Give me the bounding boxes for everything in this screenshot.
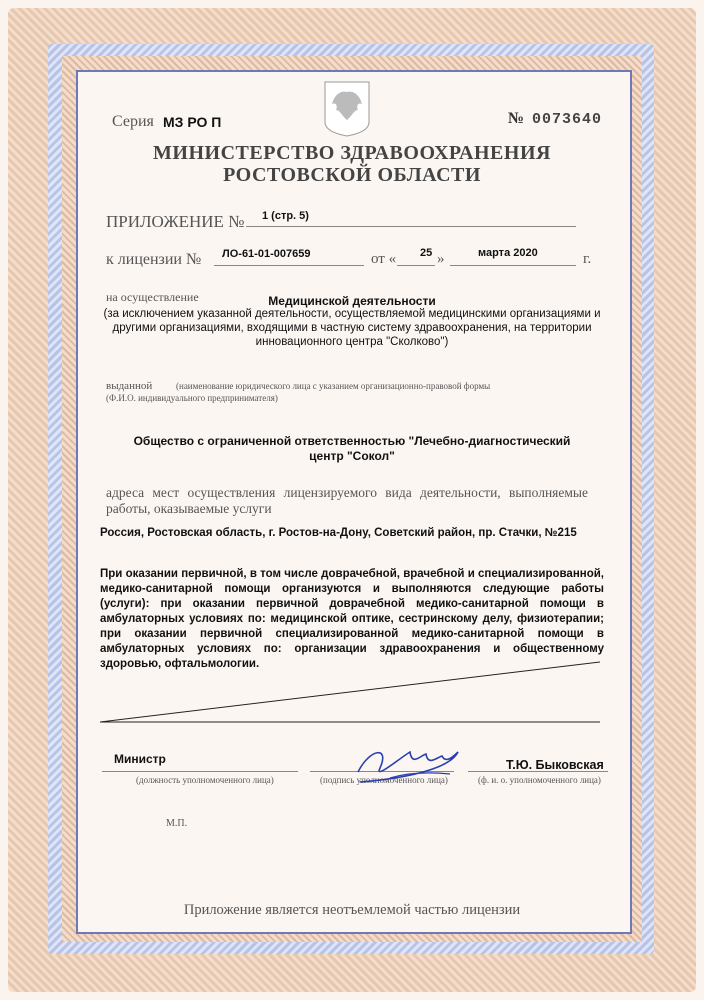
cancel-line — [100, 660, 600, 724]
issued-hint: (наименование юридического лица с указанием организационно-правовой формы — [176, 381, 491, 391]
signature-image — [350, 738, 470, 786]
issued-hint-2: (Ф.И.О. индивидуального предпринимателя) — [106, 393, 278, 403]
series-value: МЗ РО П — [163, 114, 222, 130]
coat-of-arms-icon — [322, 80, 372, 138]
position-hint: (должность уполномоченного лица) — [136, 775, 274, 785]
signature-hint: (подпись уполномоченного лица) — [320, 775, 448, 785]
form-number: 0073640 — [532, 111, 603, 128]
issuer-title — [100, 142, 604, 186]
number-label: № — [508, 110, 525, 127]
license-month-year: марта 2020 — [478, 247, 538, 259]
activity-description: (за исключением указанной деятельности, осуществляемой медицинскими организациями и другими организациями, входящими в частную систему здравоохранения, на территории инновационного центра "Сколково") — [103, 308, 601, 348]
date-close-quote: » — [437, 251, 445, 267]
year-suffix: г. — [583, 251, 592, 267]
name-hint: (ф. и. о. уполномоченного лица) — [478, 775, 601, 785]
address-value: Россия, Ростовская область, г. Ростов-на-Дону, Советский район, пр. Стачки, №215 — [100, 527, 577, 539]
appendix-number: 1 (стр. 5) — [262, 210, 309, 222]
services-text: При оказании первичной, в том числе доврачебной, врачебной и специализированной, медико-санитарной помощи организуются и выполняются следующие работы (услуги): при оказании первичной доврачебной медико-санитарной помощи в амбулаторных условиях по: медицинской оптике, сестринскому делу, физиотерапии; при оказании первичной специализированной медико-санитарной помощи в амбулаторных условиях по: организации здравоохранения и общественному здоровью, офтальмологии. — [100, 568, 604, 670]
activity-label: на осуществление — [106, 290, 199, 304]
footer-note: Приложение является неотъемлемой частью лицензии — [183, 902, 521, 918]
issuer-title-line: МИНИСТЕРСТВО ЗДРАВООХРАНЕНИЯ — [153, 142, 551, 164]
date-from-label: от « — [371, 251, 397, 267]
license-label: к лицензии № — [106, 251, 202, 268]
licensee-name: Общество с ограниченной ответственностью "Лечебно-диагностический центр "Сокол" — [133, 434, 571, 463]
license-number: ЛО-61-01-007659 — [222, 248, 311, 260]
issuer-title-line: РОСТОВСКОЙ ОБЛАСТИ — [223, 164, 481, 186]
signer-position: Министр — [114, 752, 166, 766]
activity-title: Медицинской деятельности — [268, 294, 436, 308]
appendix-label: ПРИЛОЖЕНИЕ № — [106, 212, 245, 231]
issued-label: выданной — [106, 380, 153, 392]
address-label: адреса мест осуществления лицензируемого вида деятельности, выполняемые работы, оказываемые услуги — [106, 485, 588, 516]
signer-name: Т.Ю. Быковская — [506, 758, 604, 772]
license-day: 25 — [420, 247, 433, 259]
series-label: Серия — [112, 113, 154, 130]
seal-place: М.П. — [166, 818, 188, 829]
